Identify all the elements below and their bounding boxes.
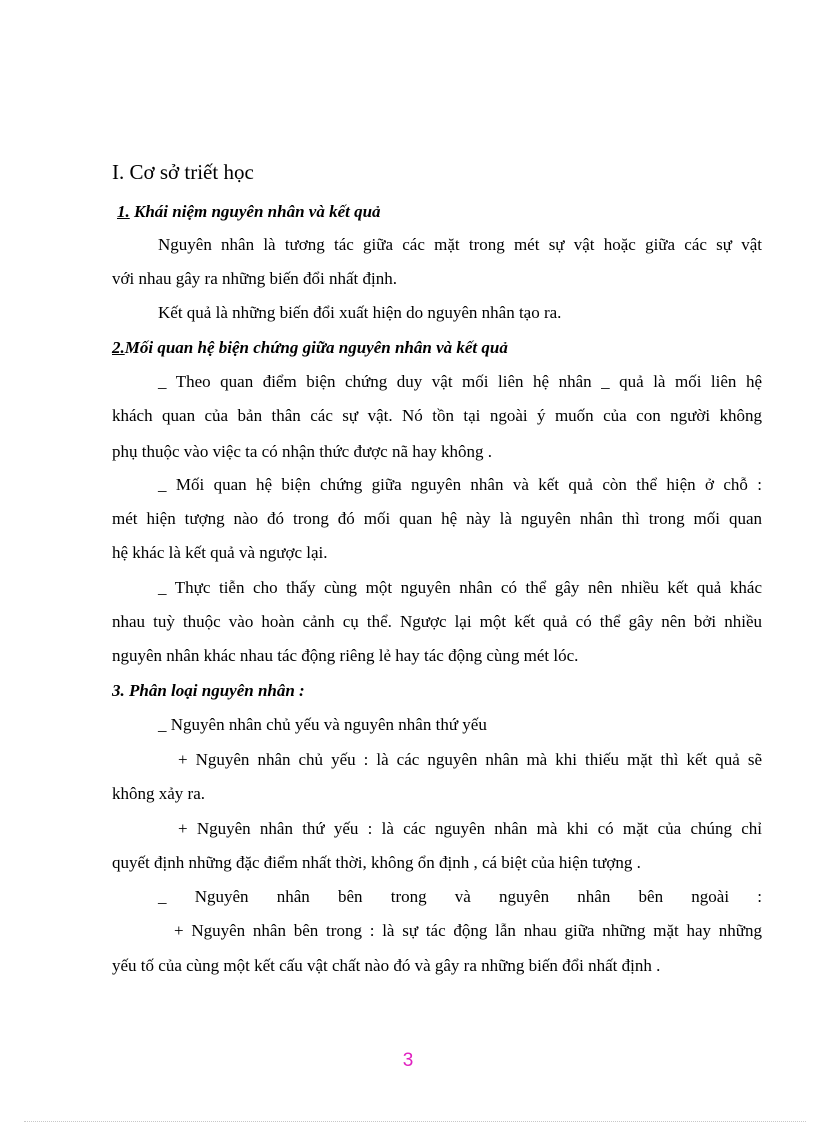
subsection-1-heading — [117, 201, 767, 223]
paragraph-line: với nhau gây ra những biến đổi nhất định. — [112, 269, 397, 288]
paragraph-line: + Nguyên nhân chủ yếu : là các nguyên nhân mà khi thiếu mặt thì kết quả sẽ — [178, 750, 762, 769]
paragraph-line: khách quan của bản thân các sự vật. Nó tồn tại ngoài ý muốn của con người không — [112, 406, 762, 425]
paragraph-line: hệ khác là kết quả và ngược lại. — [112, 543, 328, 562]
paragraph-line: + Nguyên nhân thứ yếu : là các nguyên nhân mà khi có mặt của chúng chỉ — [178, 819, 762, 838]
paragraph-line: nhau tuỳ thuộc vào hoàn cảnh cụ thể. Ngược lại một kết quả có thể gây nên bởi nhiều — [112, 612, 762, 631]
subsection-1-title: Khái niệm nguyên nhân và kết quả — [129, 202, 381, 221]
paragraph-line: _ Theo quan điểm biện chứng duy vật mối liên hệ nhân _ quả là mối liên hệ — [158, 372, 762, 391]
paragraph-line: yếu tố của cùng một kết cấu vật chất nào đó và gây ra những biến đổi nhất định . — [112, 956, 661, 975]
paragraph-line: Kết quả là những biến đổi xuất hiện do nguyên nhân tạo ra. — [158, 303, 562, 322]
paragraph-line: _ Nguyên nhân chủ yếu và nguyên nhân thứ yếu — [158, 715, 487, 734]
subsection-1-number: 1. — [117, 202, 130, 221]
paragraph-line: Nguyên nhân là tương tác giữa các mặt trong mét sự vật hoặc giữa các sự vật — [158, 235, 762, 254]
page-number: 3 — [402, 1050, 414, 1071]
paragraph-line: không xảy ra. — [112, 784, 206, 803]
paragraph-line: quyết định những đặc điểm nhất thời, không ổn định , cá biệt của hiện tượng . — [112, 853, 641, 872]
paragraph-line: _ Nguyên nhân bên trong và nguyên nhân bên ngoài : — [158, 887, 762, 906]
paragraph-line: _ Mối quan hệ biện chứng giữa nguyên nhân và kết quả còn thể hiện ở chỗ : — [158, 475, 762, 494]
page-bottom-rule — [24, 1121, 806, 1122]
section-title: I. Cơ sở triết học — [112, 160, 254, 184]
paragraph-line: nguyên nhân khác nhau tác động riêng lẻ hay tác động cùng mét lóc. — [112, 646, 579, 665]
subsection-2-heading — [112, 337, 762, 359]
paragraph-line: mét hiện tượng nào đó trong đó mối quan hệ này là nguyên nhân thì trong mối quan — [112, 509, 762, 528]
paragraph-line: + Nguyên nhân bên trong : là sự tác động lẫn nhau giữa những mặt hay những — [174, 921, 762, 940]
subsection-2-title: Mối quan hệ biện chứng giữa nguyên nhân và kết quả — [124, 338, 508, 357]
paragraph-line: phụ thuộc vào việc ta có nhận thức được nã hay không . — [112, 442, 493, 461]
paragraph-line: _ Thực tiễn cho thấy cùng một nguyên nhân có thể gây nên nhiều kết quả khác — [158, 578, 762, 597]
subsection-2-number: 2. — [112, 338, 125, 357]
subsection-3-heading: 3. Phân loại nguyên nhân : — [112, 681, 305, 700]
